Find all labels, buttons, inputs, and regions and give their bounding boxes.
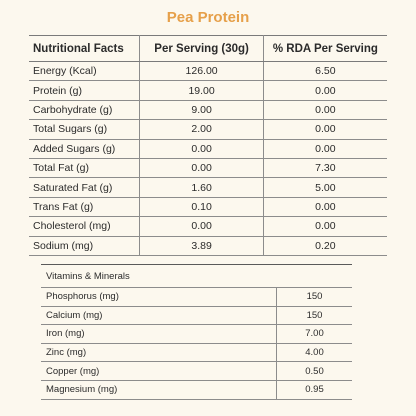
mineral-value: 0.95	[277, 380, 353, 399]
mineral-name: Iron (mg)	[41, 325, 277, 344]
nutrition-header-row	[29, 36, 387, 62]
nutrient-name: Energy (Kcal)	[29, 62, 140, 81]
rda-value: 0.00	[263, 139, 387, 158]
table-row	[29, 139, 387, 158]
rda-value: 0.20	[263, 236, 387, 255]
nutrient-name: Total Sugars (g)	[29, 120, 140, 139]
nutrient-name: Cholesterol (mg)	[29, 217, 140, 236]
page-title: Pea Protein	[166, 9, 250, 26]
rda-value: 6.50	[263, 62, 387, 81]
table-row	[29, 81, 387, 100]
serving-value: 1.60	[140, 178, 263, 197]
table-row	[29, 158, 387, 177]
serving-value: 0.00	[140, 158, 263, 177]
table-row	[29, 197, 387, 216]
table-row	[29, 120, 387, 139]
header-per-serving: Per Serving (30g)	[140, 36, 263, 62]
rda-value: 7.30	[263, 158, 387, 177]
nutrition-facts-table	[29, 35, 387, 256]
nutrient-name: Sodium (mg)	[29, 236, 140, 255]
serving-value: 0.00	[140, 217, 263, 236]
header-nutritional-facts: Nutritional Facts	[29, 36, 140, 62]
mineral-value: 150	[277, 306, 353, 325]
nutrient-name: Added Sugars (g)	[29, 139, 140, 158]
rda-value: 0.00	[263, 197, 387, 216]
vitamins-header-row	[41, 265, 352, 288]
header-rda: % RDA Per Serving	[263, 36, 387, 62]
serving-value: 19.00	[140, 81, 263, 100]
serving-value: 3.89	[140, 236, 263, 255]
mineral-name: Magnesium (mg)	[41, 380, 277, 399]
table-row	[41, 306, 352, 325]
nutrient-name: Saturated Fat (g)	[29, 178, 140, 197]
mineral-value: 0.50	[277, 362, 353, 381]
vitamins-minerals-heading: Vitamins & Minerals	[41, 265, 352, 288]
table-row	[29, 236, 387, 255]
nutrient-name: Trans Fat (g)	[29, 197, 140, 216]
vitamins-minerals-table	[41, 264, 352, 400]
rda-value: 0.00	[263, 81, 387, 100]
rda-value: 0.00	[263, 100, 387, 119]
nutrient-name: Protein (g)	[29, 81, 140, 100]
rda-value: 0.00	[263, 217, 387, 236]
rda-value: 0.00	[263, 120, 387, 139]
table-row	[29, 62, 387, 81]
table-row	[41, 343, 352, 362]
mineral-name: Calcium (mg)	[41, 306, 277, 325]
table-row	[41, 325, 352, 344]
nutrient-name: Total Fat (g)	[29, 158, 140, 177]
mineral-name: Zinc (mg)	[41, 343, 277, 362]
table-row	[41, 288, 352, 307]
mineral-name: Copper (mg)	[41, 362, 277, 381]
nutrient-name: Carbohydrate (g)	[29, 100, 140, 119]
table-row	[29, 100, 387, 119]
mineral-value: 7.00	[277, 325, 353, 344]
table-row	[41, 380, 352, 399]
serving-value: 126.00	[140, 62, 263, 81]
table-row	[41, 362, 352, 381]
serving-value: 0.10	[140, 197, 263, 216]
table-row	[29, 217, 387, 236]
rda-value: 5.00	[263, 178, 387, 197]
serving-value: 9.00	[140, 100, 263, 119]
serving-value: 0.00	[140, 139, 263, 158]
mineral-name: Phosphorus (mg)	[41, 288, 277, 307]
mineral-value: 4.00	[277, 343, 353, 362]
mineral-value: 150	[277, 288, 353, 307]
serving-value: 2.00	[140, 120, 263, 139]
table-row	[29, 178, 387, 197]
